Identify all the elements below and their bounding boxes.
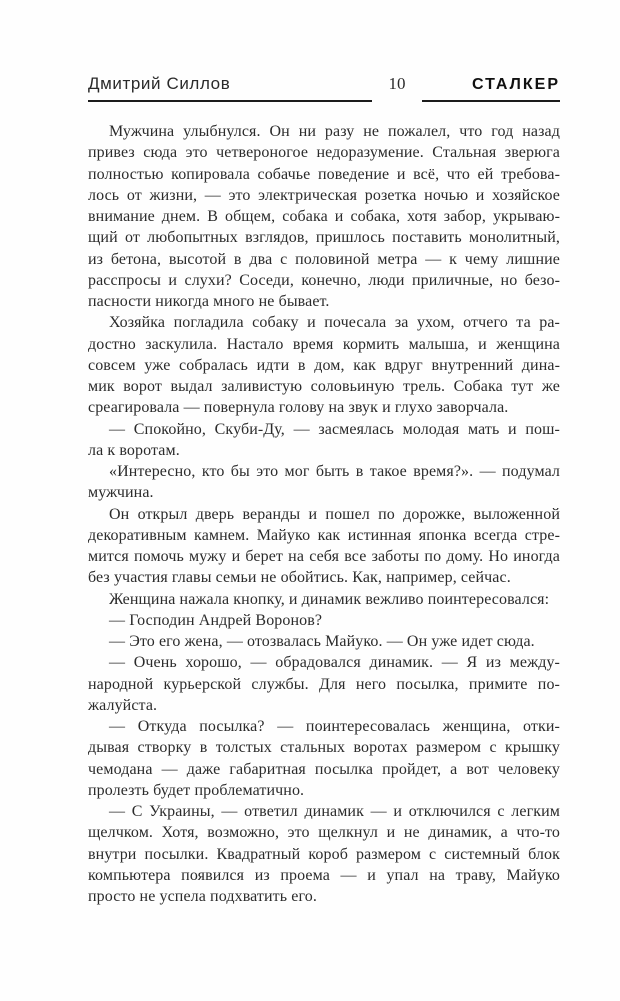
- text-line: полностью копировала собачье поведение и всё, что ей требова-: [88, 165, 560, 183]
- paragraph: [88, 504, 560, 589]
- text-line: щий от любопытных взглядов, пришлось поставить монолитный,: [88, 229, 560, 247]
- text-line: дывая створку в толстых стальных воротах размером с крышку: [88, 739, 560, 757]
- text-line: мится помочь мужу и берет на себя все заботы по дому. Но иногда: [88, 548, 560, 565]
- paragraph: [88, 610, 560, 631]
- text-line: привез сюда это четвероногое недоразумение. Стальная зверюга: [88, 144, 560, 162]
- book-title: СТАЛКЕР: [471, 76, 560, 93]
- text-line: мужчина.: [88, 484, 154, 502]
- text-line: просто не успела подхватить его.: [88, 888, 317, 905]
- running-head-middle: [372, 74, 422, 102]
- text-line: Хозяйка погладила собаку и почесала за ухом, отчего та ра-: [109, 314, 560, 332]
- page-text: [88, 121, 560, 907]
- text-line: Мужчина улыбнулся. Он ни разу не пожалел, что год назад: [109, 123, 560, 140]
- text-line: лось от жизни, — это электрическая розетка ночью и хозяйское: [88, 186, 560, 204]
- paragraph: [88, 631, 560, 652]
- text-line: расспросы и слухи? Соседи, конечно, люди приличные, но безо-: [88, 271, 560, 289]
- paragraph: [88, 312, 560, 418]
- text-line: — Господин Андрей Воронов?: [109, 611, 323, 629]
- paragraph: [88, 716, 560, 801]
- text-line: достно заскулила. Настало время кормить малыша, и женщина: [88, 335, 560, 353]
- author-name: Дмитрий Силлов: [88, 74, 231, 93]
- text-line: декоративным камнем. Майуко как истинная японка всегда стре-: [88, 526, 560, 544]
- text-line: внимание днем. В общем, собака и собака, хотя забор, укрываю-: [88, 208, 560, 225]
- text-line: без участия главы семьи не обойтись. Как, например, сейчас.: [88, 569, 511, 587]
- text-line: ла к воротам.: [88, 441, 180, 459]
- text-line: — Откуда посылка? — поинтересовалась женщина, отки-: [109, 718, 560, 735]
- paragraph: [88, 461, 560, 504]
- text-line: — Спокойно, Скуби-Ду, — засмеялась молодая мать и пош-: [109, 420, 560, 438]
- text-line: Он открыл дверь веранды и пошел по дорожке, выложенной: [109, 505, 560, 523]
- paragraph: [88, 801, 560, 907]
- text-line: среагировала — повернула голову на звук и глухо заворчала.: [88, 399, 509, 417]
- paragraph: [88, 652, 560, 716]
- text-line: совсем уже собралась идти в дом, как вдруг внутренний дина-: [88, 356, 560, 374]
- page-number: 10: [388, 74, 406, 93]
- text-line: щелчком. Хотя, возможно, это щелкнул и не динамик, а что-то: [88, 824, 560, 842]
- paragraph: [88, 589, 560, 610]
- text-line: — Очень хорошо, — обрадовался динамик. — Я из между-: [109, 654, 560, 672]
- running-head-right: [422, 76, 560, 102]
- running-head-left: [88, 74, 372, 102]
- text-line: пролезть будет проблематично.: [88, 781, 305, 799]
- text-line: народной курьерской службы. Для него посылка, примите по-: [88, 675, 560, 693]
- paragraph: [88, 419, 560, 462]
- text-line: жалуйста.: [88, 696, 158, 714]
- text-line: из бетона, высотой в два с половиной метра — к чему лишние: [88, 250, 560, 268]
- paragraph: [88, 121, 560, 312]
- text-line: «Интересно, кто бы это мог быть в такое время?». — подумал: [109, 463, 560, 480]
- text-line: Женщина нажала кнопку, и динамик вежливо поинтересовался:: [109, 590, 550, 608]
- running-head: [88, 74, 560, 102]
- text-line: — С Украины, — ответил динамик — и отключился с легким: [109, 803, 560, 820]
- text-line: чемодана — даже габаритная посылка пройдет, а вот человеку: [88, 760, 560, 778]
- text-line: пасности никогда много не бывает.: [88, 293, 330, 310]
- text-line: — Это его жена, — отозвалась Майуко. — Он уже идет сюда.: [109, 633, 535, 650]
- text-line: внутри посылки. Квадратный короб размером с системный блок: [88, 845, 560, 863]
- text-line: компьютера появился из проема — и упал на траву, Майуко: [88, 866, 560, 884]
- text-line: мик ворот выдал заливистую соловьиную трель. Собака тут же: [88, 378, 560, 395]
